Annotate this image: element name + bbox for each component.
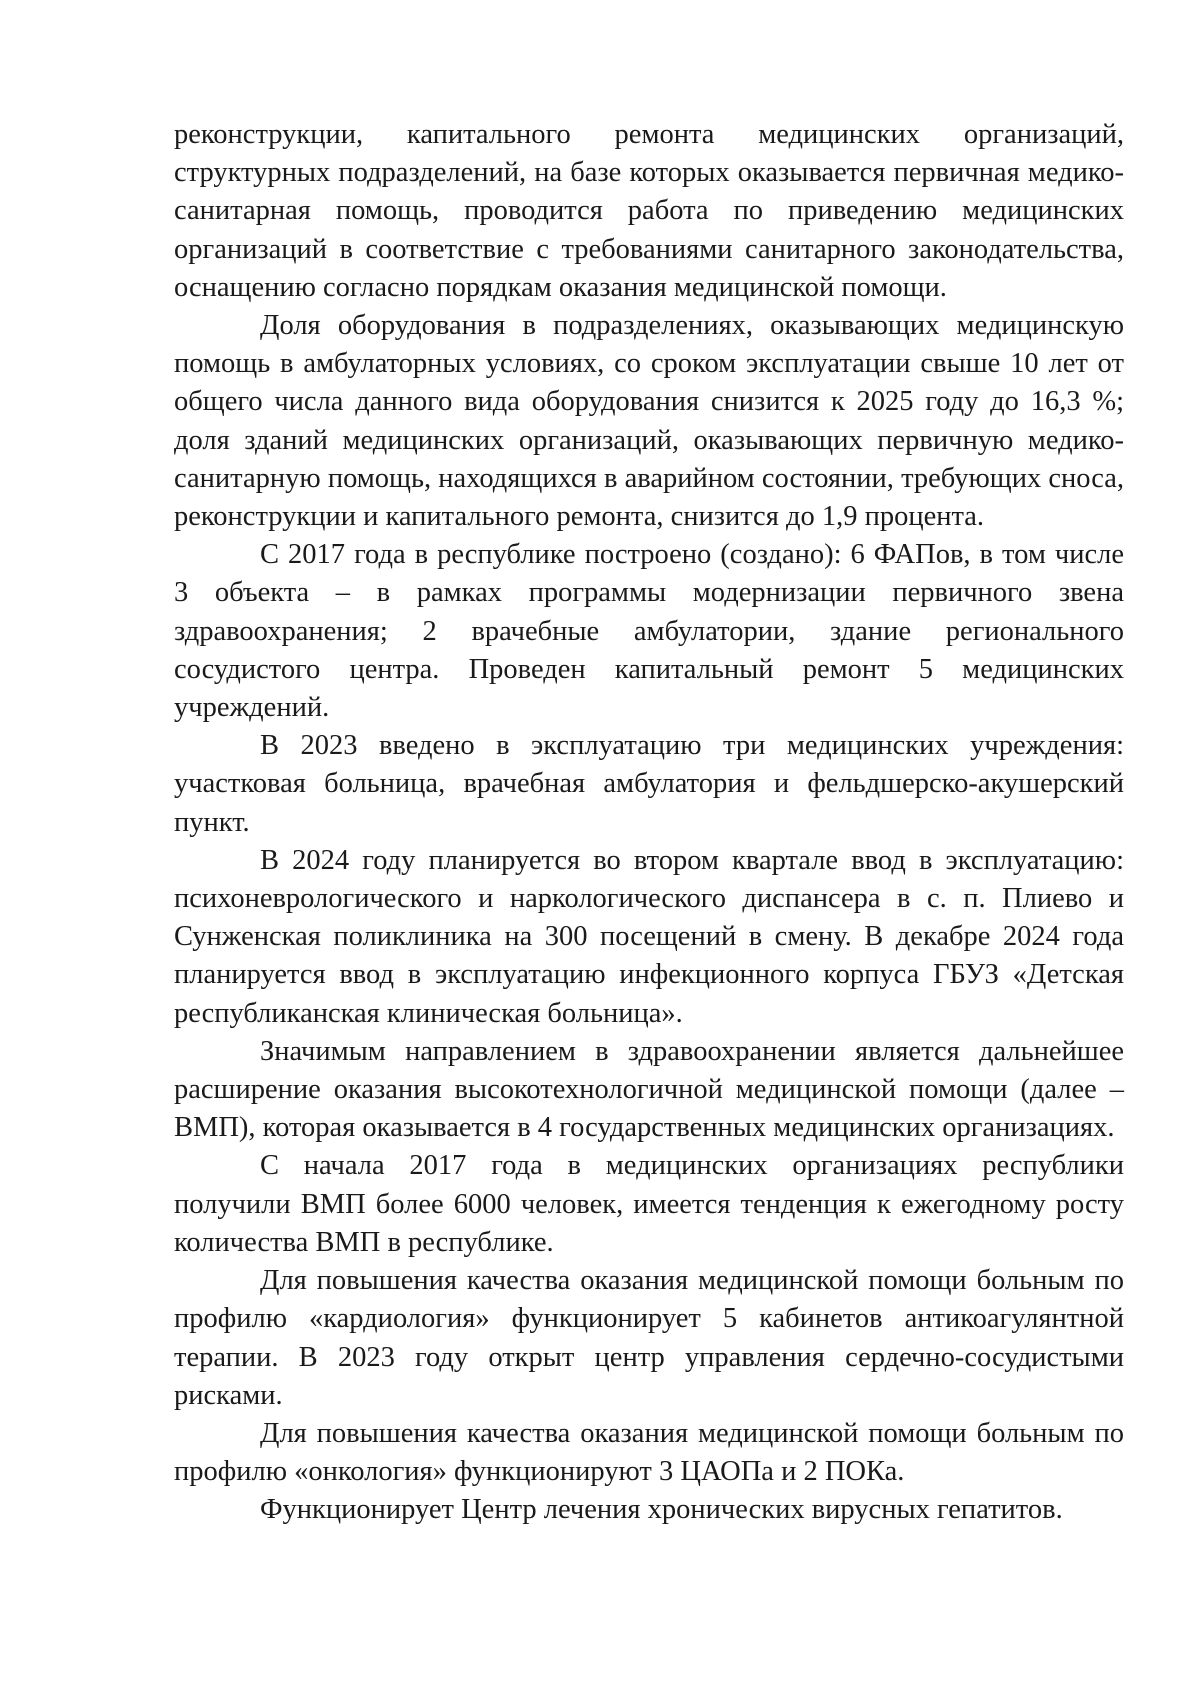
paragraph-hepatitis-center: Функционирует Центр лечения хронических вирусных гепатитов. (260, 1494, 1063, 1526)
paragraph-high-tech-care: Значимым направлением в здравоохранении является дальнейшее расширение оказания высокотехнологичной медицинской помощи (далее – ВМП), которая оказывается в 4 государственных медицинских организациях. (174, 1035, 1124, 1144)
paragraph-built-since-2017: С 2017 года в республике построено (создано): 6 ФАПов, в том числе 3 объекта – в рамках программы модернизации первичного звена здравоохранения; 2 врачебные амбулатории, здание регионального сосудистого центра. Проведен капитальный ремонт 5 медицинских учреждений. (174, 539, 1124, 724)
paragraph-2023-commissioned: В 2023 введено в эксплуатацию три медицинских учреждения: участковая больница, врачебная амбулатория и фельдшерско-акушерский пункт. (174, 730, 1124, 838)
paragraph-vmp-since-2017: С начала 2017 года в медицинских организациях республики получили ВМП более 6000 человек, имеется тенденция к ежегодному росту количества ВМП в республике. (174, 1150, 1124, 1258)
paragraph-cardiology: Для повышения качества оказания медицинской помощи больным по профилю «кардиология» функционирует 5 кабинетов антикоагулянтной терапии. В 2023 году открыт центр управления сердечно-сосудистыми рисками. (174, 1265, 1124, 1411)
paragraph-equipment-share: Доля оборудования в подразделениях, оказывающих медицинскую помощь в амбулаторных условиях, со сроком эксплуатации свыше 10 лет от общего числа данного вида оборудования снизится к 2025 году до 16,3 %; доля зданий медицинских организаций, оказывающих первичную медико-санитарную помощь, находящихся в аварийном состоянии, требующих сноса, реконструкции и капитального ремонта, снизится до 1,9 процента. (174, 310, 1124, 533)
document-page (174, 116, 1124, 1530)
paragraph-2024-plans: В 2024 году планируется во втором квартале ввод в эксплуатацию: психоневрологического и наркологического диспансера в с. п. Плиево и Сунженская поликлиника на 300 посещений в смену. В декабре 2024 года планируется ввод в эксплуатацию инфекционного корпуса ГБУЗ «Детская республиканская клиническая больница». (174, 844, 1124, 1029)
paragraph-reconstruction: реконструкции, капитального ремонта медицинских организаций, структурных подразделений, на базе которых оказывается первичная медико-санитарная помощь, проводится работа по приведению медицинских организаций в соответствие с требованиями санитарного законодательства, оснащению согласно порядкам оказания медицинской помощи. (174, 119, 1124, 303)
paragraph-oncology: Для повышения качества оказания медицинской помощи больным по профилю «онкология» функционируют 3 ЦАОПа и 2 ПОКа. (174, 1417, 1124, 1488)
